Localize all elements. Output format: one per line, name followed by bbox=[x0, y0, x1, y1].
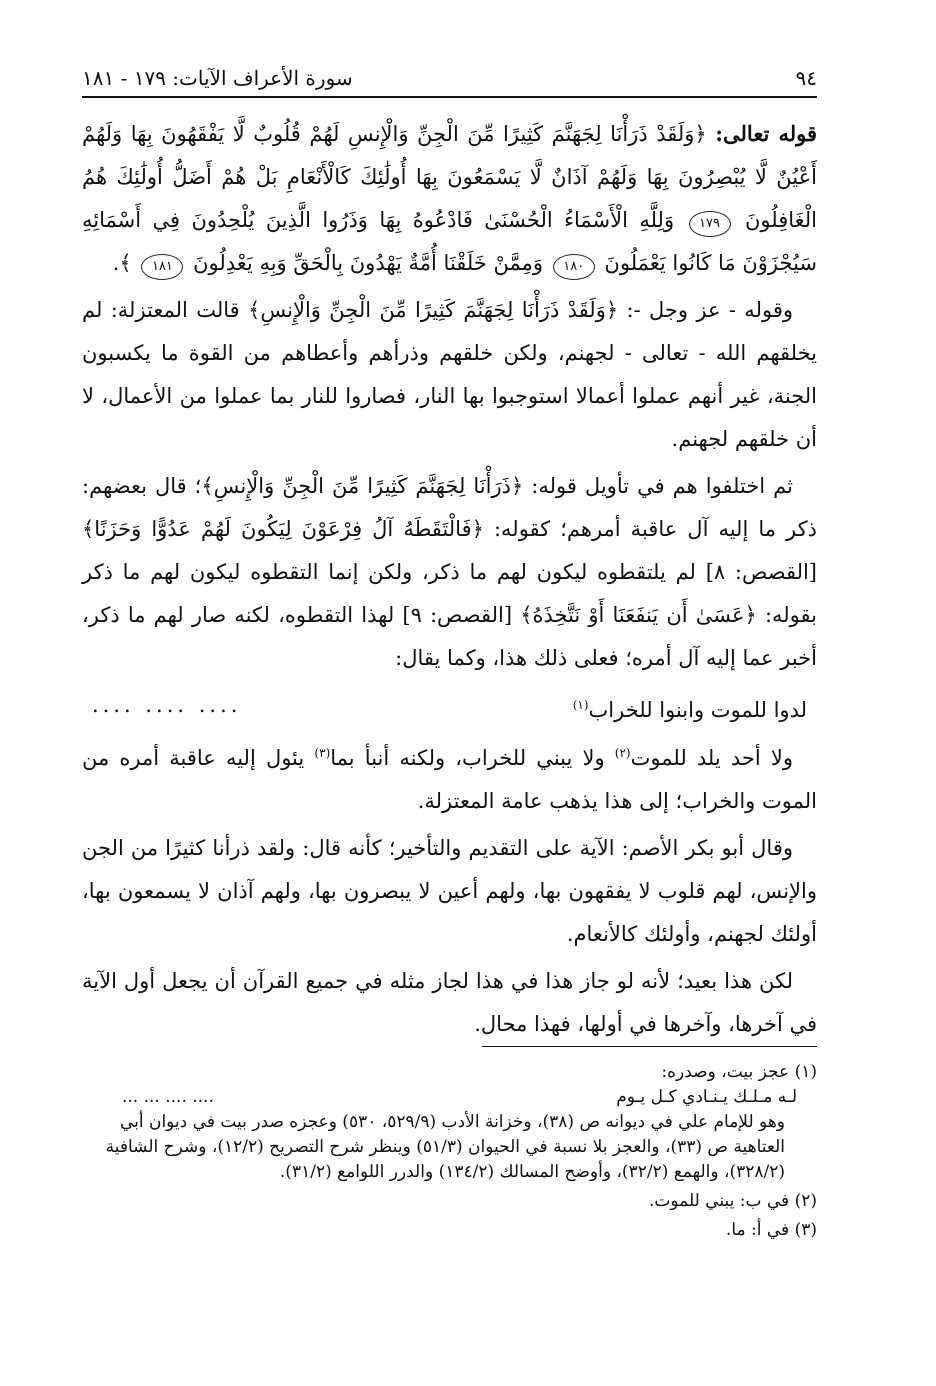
paragraph-1: وقوله - عز وجل -: ﴿وَلَقَدْ ذَرَأْنَا لِجَهَنَّمَ كَثِيرًا مِّنَ الْجِنِّ وَالْإِنسِ﴾ قالت المعتزلة: لم يخلقهم الله - تعالى - لجهنم، ولكن خلقهم وذرأهم وأعطاهم من القوة ما يكسبون الجنة، غير أنهم عملوا أعمالا استوجبوا بها النار، فصاروا للنار بما عملوا من الأعمال، لا أن خلقهم لجهنم. bbox=[82, 298, 817, 451]
footnote-3 bbox=[82, 1218, 817, 1243]
paragraph-3-part-a: ولا أحد يلد للموت bbox=[630, 746, 793, 770]
footnote-1-label: (١) bbox=[794, 1062, 817, 1082]
paragraph-3-part-b: ولا يبني للخراب، ولكنه أنبأ بما bbox=[330, 746, 615, 770]
footnote-2 bbox=[82, 1189, 817, 1214]
paragraph-3-part-c: يئول إليه عاقبة أمره من الموت والخراب؛ إلى هذا يذهب عامة المعتزلة. bbox=[82, 746, 817, 813]
verse-part-2: وَلِلَّهِ الْأَسْمَاءُ الْحُسْنَىٰ فَادْعُوهُ بِهَا وَذَرُوا الَّذِينَ يُلْحِدُونَ فِي أَسْمَائِهِ سَيُجْزَوْنَ مَا كَانُوا يَعْمَلُونَ bbox=[82, 208, 817, 275]
footnote-1-body: وهو للإمام علي في ديوانه ص (٣٨)، وخزانة الأدب (٥٢٩/٩، ٥٣٠) وعجزه صدر بيت في ديوان أبي العتاهية ص (٣٣)، والعجز بلا نسبة في الحيوان (٥١/٣) وينظر شرح التصريح (١٢/٢)، وشرح الشافية (٣٢٨/٢)، والهمع (٣٢/٢)، وأوضح المسالك (١٣٤/٢) والدرر اللوامع (٣١/٢). bbox=[105, 1112, 785, 1182]
aya-number-179: ١٧٩ bbox=[689, 211, 731, 237]
footnote-separator bbox=[482, 1046, 817, 1047]
verse-part-3: وَمِمَّنْ خَلَقْنَا أُمَّةٌ يَهْدُونَ بِالْحَقِّ وَبِهِ يَعْدِلُونَ bbox=[193, 251, 544, 275]
paragraph-5: لكن هذا بعيد؛ لأنه لو جاز هذا في هذا لجاز مثله في جميع القرآن أن يجعل أول الآية في آخرها، وآخرها في أولها، فهذا محال. bbox=[82, 969, 817, 1036]
footnote-ref-1: (١) bbox=[572, 698, 589, 712]
footnote-1 bbox=[82, 1060, 817, 1185]
verse-lead: قوله تعالى: bbox=[715, 121, 817, 146]
aya-number-181: ١٨١ bbox=[141, 254, 183, 280]
footnote-1-poem-dots: .... .... ... ... bbox=[122, 1087, 214, 1107]
footnote-2-label: (٢) bbox=[794, 1191, 817, 1211]
poem-verse: لدوا للموت وابنوا للخراب bbox=[588, 698, 807, 722]
page-number: ٩٤ bbox=[795, 66, 817, 90]
footnote-3-label: (٣) bbox=[794, 1220, 817, 1240]
verse-part-1: ﴿وَلَقَدْ ذَرَأْنَا لِجَهَنَّمَ كَثِيرًا مِّنَ الْجِنِّ وَالْإِنسِ لَهُمْ قُلُوبٌ لَّا يَفْقَهُونَ بِهَا وَلَهُمْ أَعْيُنٌ لَّا يُبْصِرُونَ بِهَا وَلَهُمْ آذَانٌ لَّا يَسْمَعُونَ بِهَا أُولَٰئِكَ كَالْأَنْعَامِ بَلْ هُمْ أَضَلُّ أُولَٰئِكَ هُمُ الْغَافِلُونَ bbox=[82, 122, 817, 232]
footnote-ref-2: (٢) bbox=[614, 746, 631, 760]
footnote-1-poem-text: لـه مـلـك يـنـادي كـل يـوم bbox=[616, 1087, 797, 1107]
page bbox=[82, 52, 817, 1050]
footnote-2-text: في ب: يبني للموت. bbox=[648, 1191, 790, 1211]
poem-text bbox=[573, 684, 807, 732]
verse-close: ﴾. bbox=[112, 251, 132, 275]
running-title: سورة الأعراف الآيات: ١٧٩ - ١٨١ bbox=[82, 66, 353, 90]
aya-number-180: ١٨٠ bbox=[553, 254, 595, 280]
footnotes bbox=[82, 1060, 817, 1247]
page-header bbox=[82, 52, 817, 98]
footnote-ref-3: (٣) bbox=[314, 746, 331, 760]
poem-line bbox=[82, 684, 817, 732]
paragraph-2: ثم اختلفوا هم في تأويل قوله: ﴿ذَرَأْنَا لِجَهَنَّمَ كَثِيرًا مِّنَ الْجِنِّ وَالْإِنسِ﴾؛ قال بعضهم: ذكر ما إليه آل عاقبة أمرهم؛ كقوله: ﴿فَالْتَقَطَهُ آلُ فِرْعَوْنَ لِيَكُونَ لَهُمْ عَدُوًّا وَحَزَنًا﴾ [القصص: ٨] لم يلتقطوه ليكون لهم ما ذكر، ولكن إنما التقطوه ليكون لهم ما ذكر بقوله: ﴿عَسَىٰ أَن يَنفَعَنَا أَوْ نَتَّخِذَهُ﴾ [القصص: ٩] لهذا التقطوه، لكنه صار لهم ما ذكر، أخبر عما إليه آل أمره؛ فعلى ذلك هذا، وكما يقال: bbox=[82, 474, 817, 670]
main-text bbox=[82, 112, 817, 1046]
footnote-3-text: في أ: ما. bbox=[725, 1220, 790, 1240]
verse-block bbox=[82, 112, 817, 285]
footnote-1-intro: عجز بيت، وصدره: bbox=[661, 1062, 790, 1082]
paragraph-3 bbox=[82, 732, 817, 823]
poem-ellipsis: .... .... .... bbox=[92, 693, 242, 717]
footnote-1-poem bbox=[82, 1085, 817, 1110]
paragraph-4: وقال أبو بكر الأصم: الآية على التقديم والتأخير؛ كأنه قال: ولقد ذرأنا كثيرًا من الجن والإنس، لهم قلوب لا يفقهون بها، ولهم أعين لا يبصرون بها، ولهم آذان لا يسمعون بها، أولئك لجهنم، وأولئك كالأنعام. bbox=[82, 836, 817, 946]
